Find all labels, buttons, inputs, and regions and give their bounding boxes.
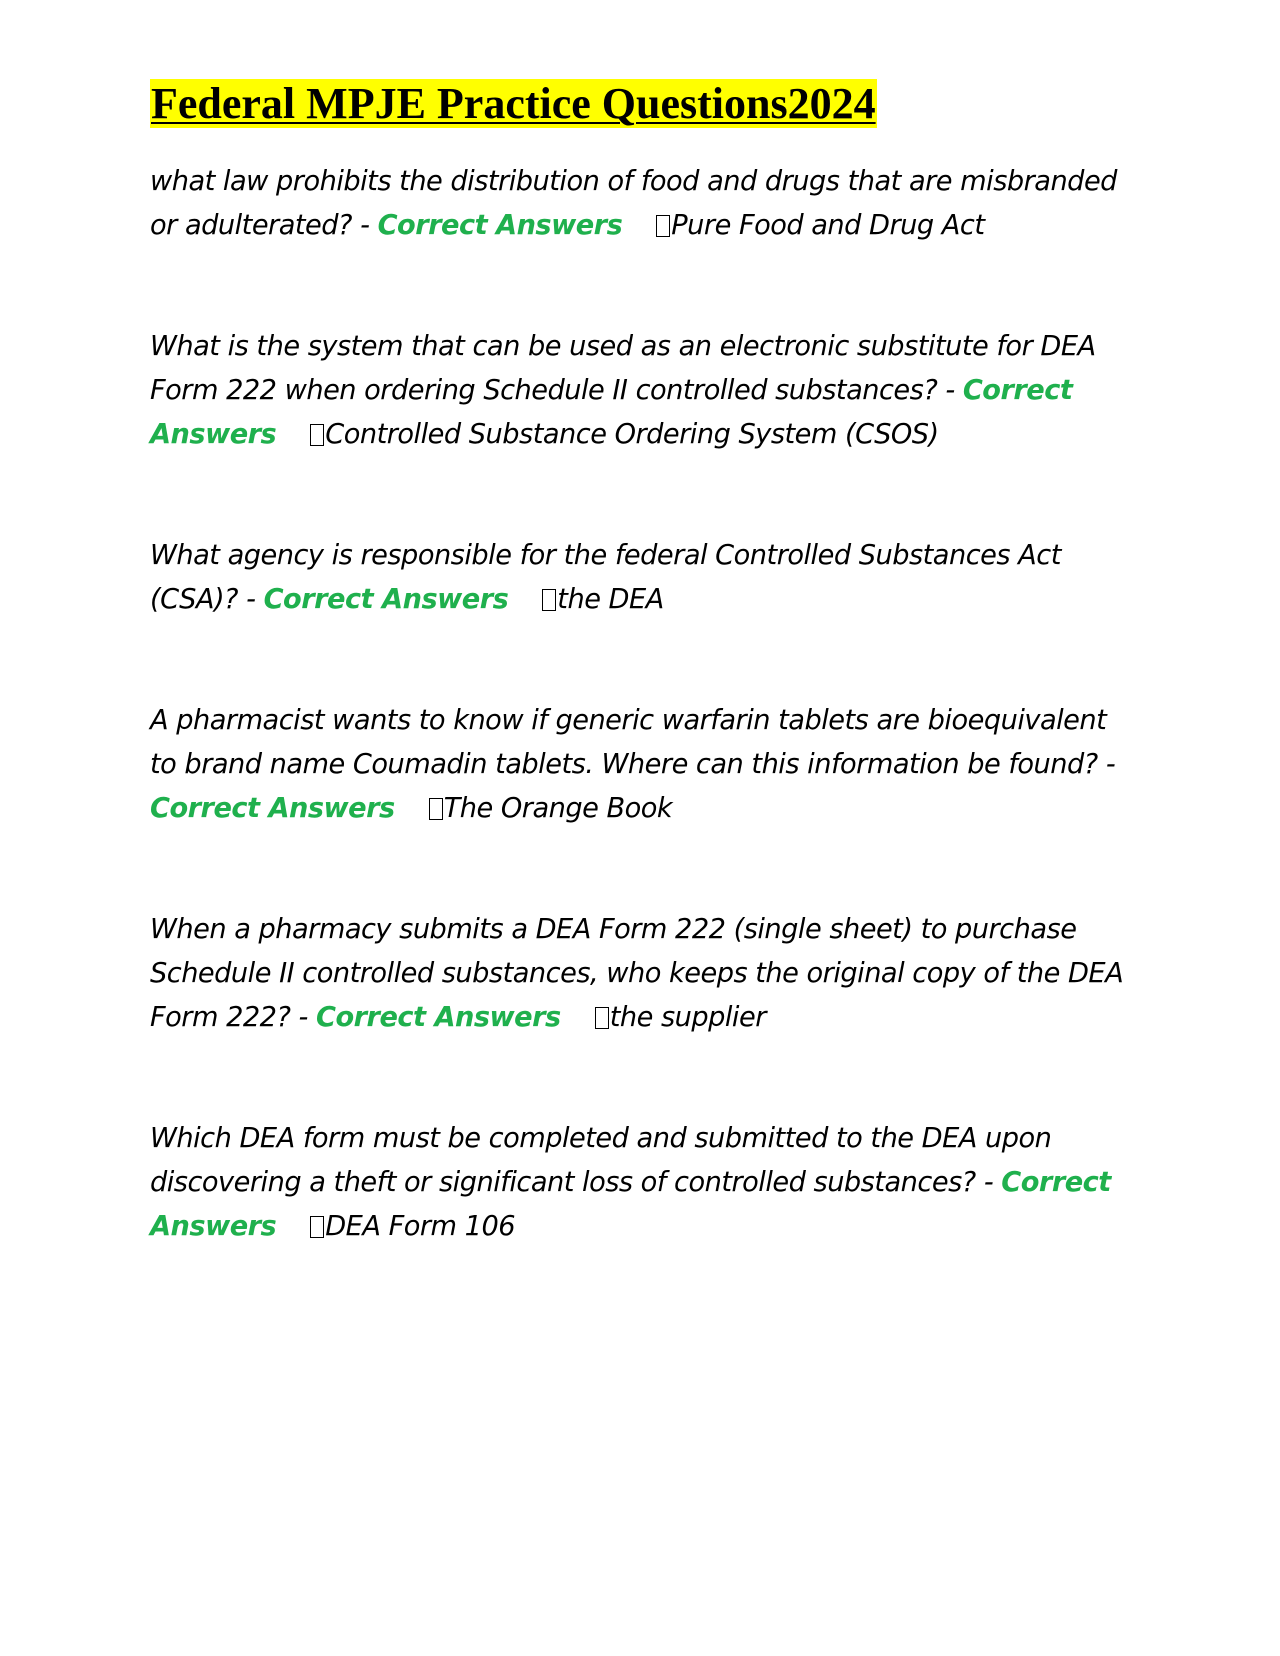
question-text: What agency is responsible for the federal Controlled Substances Act (CSA)? - xyxy=(150,540,1061,615)
checkbox-glyph-icon xyxy=(310,424,324,446)
question-list xyxy=(150,160,1140,1326)
answer-text: Controlled Substance Ordering System (CSOS) xyxy=(325,419,939,450)
answer-text: the supplier xyxy=(609,1002,766,1033)
correct-answers-label: Correct Answers xyxy=(263,584,509,615)
checkbox-glyph-icon xyxy=(310,1216,324,1238)
question-item xyxy=(150,1117,1140,1249)
correct-answers-label: Correct Answers xyxy=(150,1167,1111,1242)
document-title-text: Federal MPJE Practice Questions2024 xyxy=(151,79,876,128)
question-text: A pharmacist wants to know if generic warfarin tablets are bioequivalent to brand name Coumadin tablets. Where can this information be found? - xyxy=(150,705,1116,780)
question-item xyxy=(150,325,1140,457)
answer-text: the DEA xyxy=(557,584,664,615)
answer-text: DEA Form 106 xyxy=(325,1211,516,1242)
checkbox-glyph-icon xyxy=(595,1007,609,1029)
checkbox-glyph-icon xyxy=(429,798,443,820)
question-item xyxy=(150,160,1140,248)
correct-answers-label: Correct Answers xyxy=(316,1002,561,1033)
correct-answers-label: Correct Answers xyxy=(377,210,623,241)
question-item xyxy=(150,534,1140,622)
question-item xyxy=(150,908,1140,1040)
correct-answers-label: Correct Answers xyxy=(150,793,395,824)
question-text: what law prohibits the distribution of food and drugs that are misbranded or adulterated? - xyxy=(150,166,1117,241)
question-item xyxy=(150,699,1140,831)
question-text: Which DEA form must be completed and submitted to the DEA upon discovering a theft or significant loss of controlled substances? - xyxy=(150,1123,1052,1198)
answer-text: The Orange Book xyxy=(443,793,673,824)
checkbox-glyph-icon xyxy=(656,215,670,237)
question-text: When a pharmacy submits a DEA Form 222 (single sheet) to purchase Schedule II controlled substances, who keeps the original copy of the DEA Form 222? - xyxy=(150,914,1124,1033)
document-title xyxy=(150,76,877,132)
correct-answers-label: Correct Answers xyxy=(150,375,1073,450)
checkbox-glyph-icon xyxy=(542,589,556,611)
question-text: What is the system that can be used as an electronic substitute for DEA Form 222 when ordering Schedule II controlled substances? - xyxy=(150,331,1096,406)
answer-text: Pure Food and Drug Act xyxy=(671,210,985,241)
